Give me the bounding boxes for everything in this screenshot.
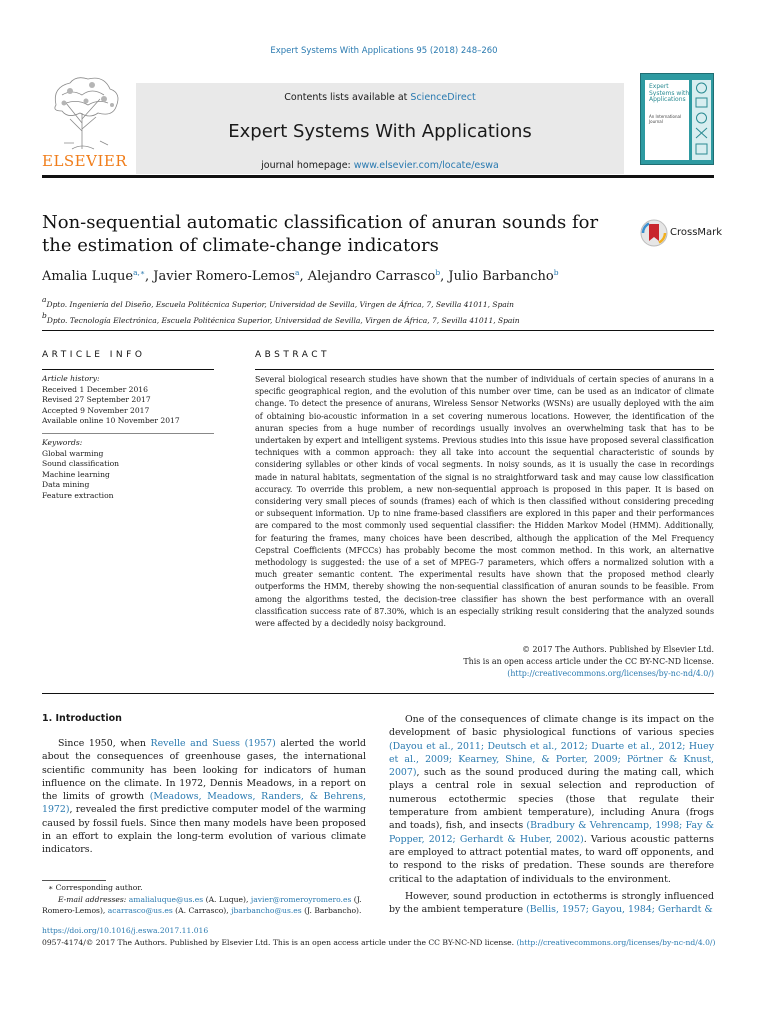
email-owner: (A. Luque), (203, 894, 251, 904)
sciencedirect-link[interactable]: ScienceDirect (410, 92, 476, 103)
citation-link[interactable]: (Bellis, 1957; Gayou, 1984; Gerhardt & (526, 904, 713, 916)
journal-homepage-link[interactable]: www.elsevier.com/locate/eswa (353, 160, 499, 171)
cover-emblems-icon (692, 80, 711, 160)
journal-header (42, 73, 714, 174)
abstract-text: Several biological research studies have shown that the number of individuals of certain species of anurans in a specific geographical region, and the evolution of this number over time, can be used as an indicator of climate change. To detect the presence of anurans, Wireless Sensor Networks (WSNs) are usually deployed with the aim of obtaining bio-acoustic information in a set covering numerous locations. However, the identification of the anuran species from a huge number of recordings usually involves an overwhelming task that has to be undertaken by expert and intelligent systems. Previous studies into this issue have proposed several classification techniques with a common approach: they all take into account the sequential characteristic of sounds by considering syllables or other kinds of vocal segments. In noisy sounds, as it is usually the case in recordings made in natural habitats, segmentation of the signal is no straightforward task and may cause low classification accuracy. To override this problem, a new non-sequential approach is proposed in this paper. It is based on considering very small pieces of sounds (frames) each of which is then classified without considering preceding or subsequent information. Up to nine frame-based classifiers are explored in this paper and their performances are compared to the most commonly used sequential classifier: the Hidden Markov Model (HMM). Additionally, for featuring the frames, many choices have been described, although the application of the Mel Frequency Cepstral Coefficients (MFCCs) has probably become the most common method. In this work, an alternative methodology is suggested: the use of a set of MPEG-7 parameters, which offers a normalized solution with a much greater semantic content. The experimental results have shown that the proposed method clearly outperforms the HMM, thereby showing the non-sequential classification of anuran sounds to be feasible. From among the algorithms tested, the decision-tree classifier has shown the best performance with an overall classification success rate of 87.30%, which is an especially striking result considering that the analyzed sounds were affected by a decidedly noisy background. (255, 375, 714, 629)
affiliation (42, 310, 714, 326)
author-affiliation-marker[interactable]: a,∗ (133, 268, 146, 277)
intro-paragraph (42, 737, 366, 857)
citation-link[interactable]: (Dayou et al., 2011; Deutsch et al., 2012; Duarte et al., 2012; Huey et al., 2009; Kearney, Shine, & Porter, 2009; Pörtner & Knust, 2007) (389, 740, 714, 779)
author-name: Amalia Luque (42, 269, 134, 284)
keywords-label: Keywords: (42, 438, 83, 447)
keyword: Feature extraction (42, 490, 114, 500)
homepage-prefix: journal homepage: (261, 160, 354, 171)
email-owner: (J. Romero-Lemos), (42, 894, 362, 915)
history-label: Article history: (42, 374, 100, 383)
affiliation-text: Dpto. Ingeniería del Diseño, Escuela Politécnica Superior, Universidad de Sevilla, Virgen de África, 7, Sevilla 41011, Spain (46, 300, 515, 309)
email-link[interactable]: jbarbancho@us.es (231, 906, 302, 915)
author-separator: , (440, 269, 449, 284)
author-separator: , (299, 269, 308, 284)
journal-citation-link[interactable]: Expert Systems With Applications 95 (2018) 248–260 (270, 46, 498, 56)
cover-page (645, 80, 689, 160)
elsevier-tree-icon (42, 73, 126, 151)
abstract-heading: ABSTRACT (255, 350, 331, 360)
author-separator: , (145, 269, 154, 284)
corresponding-author-note: ∗ Corresponding author. (48, 883, 143, 892)
body-paragraph (389, 890, 714, 917)
paragraph-text: Since 1950, when (58, 738, 151, 749)
abstract-rule (255, 369, 714, 370)
email-addresses (42, 894, 366, 917)
citation-link[interactable]: (Meadows, Meadows, Randers, & Behrens, 1972) (42, 791, 366, 816)
elsevier-wordmark: ELSEVIER (42, 152, 128, 170)
paragraph-text: , such as the sound produced during the mating call, which plays a central role in sexual selection and reproduction of numerous ectothermic species (those that regulate their temperature from ambient temperature), including Anura (frogs and toads), fish, and insects (389, 767, 714, 832)
author-name: Javier Romero-Lemos (153, 269, 296, 284)
body-paragraph (389, 713, 714, 886)
author-list (42, 268, 714, 284)
abstract-bottom-rule (42, 693, 714, 694)
paragraph-text: However, sound production in ectotherms is strongly influenced by the ambient temperature (389, 891, 714, 916)
crossmark-icon (640, 219, 668, 247)
doi-link[interactable]: https://doi.org/10.1016/j.eswa.2017.11.016 (42, 926, 209, 935)
title-rule (42, 330, 714, 331)
email-link[interactable]: acarrasco@us.es (107, 906, 173, 915)
abstract-copyright (255, 644, 714, 681)
affiliation-marker: b (42, 311, 47, 320)
email-owner: (J. Barbancho). (301, 906, 362, 915)
email-owner: (A. Carrasco), (172, 906, 232, 915)
keyword: Global warming (42, 448, 104, 458)
copyright-line: © 2017 The Authors. Published by Elsevier Ltd. (522, 645, 714, 654)
citation-link[interactable]: (Bradbury & Vehrencamp, 1998; Fay & Popper, 2012; Gerhardt & Huber, 2002) (389, 820, 714, 845)
author-affiliation-marker[interactable]: b (553, 268, 559, 277)
paragraph-text: alerted the world about the consequences of greenhouse gases, the international scientific community has been looking for indicators of human influence on the climate. In 1972, Dennis Meadows, in a report on the limits of growth (42, 738, 366, 803)
journal-title: Expert Systems With Applications (228, 121, 532, 142)
history-item: Revised 27 September 2017 (42, 395, 151, 405)
history-item: Received 1 December 2016 (42, 384, 148, 394)
keyword: Machine learning (42, 469, 110, 479)
citation-link[interactable]: Revelle and Suess (1957) (150, 738, 276, 749)
keywords (42, 438, 214, 502)
license-footer (42, 938, 714, 947)
license-footer-link[interactable]: (http://creativecommons.org/licenses/by-nc-nd/4.0/) (516, 938, 716, 947)
footnote-rule (42, 880, 106, 881)
email-link[interactable]: amalialuque@us.es (128, 894, 204, 904)
affiliation-marker: a (42, 295, 47, 304)
author-name: Alejandro Carrasco (307, 269, 436, 284)
affiliations (42, 294, 714, 326)
affiliation (42, 294, 714, 310)
crossmark-badge[interactable] (640, 219, 723, 247)
contents-line (136, 92, 624, 103)
keyword: Sound classification (42, 459, 120, 469)
paragraph-text: One of the consequences of climate change is its impact on the development of basic physiological functions of various species (389, 714, 714, 739)
author-name: Julio Barbancho (448, 269, 554, 284)
email-label: E-mail addresses: (58, 894, 129, 904)
footnotes (42, 882, 366, 917)
article-info-rule (42, 369, 214, 370)
author-affiliation-marker[interactable]: a (295, 268, 300, 277)
license-line: This is an open access article under the CC BY-NC-ND license. (463, 657, 714, 667)
crossmark-label: CrossMark (670, 227, 723, 238)
elsevier-logo[interactable] (42, 73, 126, 174)
paragraph-text: . Various acoustic patterns are employed to attract potential mates, to ward off opponents, and to respond to the risks of predation. These sounds are therefore critical to the adaptation of individuals to the environment. (389, 833, 714, 885)
journal-banner (136, 83, 624, 174)
keywords-rule (42, 433, 214, 434)
affiliation-text: Dpto. Tecnología Electrónica, Escuela Politécnica Superior, Universidad de Sevilla, Virgen de África, 7, Sevilla 41011, Spain (46, 316, 520, 325)
homepage-line (136, 160, 624, 171)
history-item: Available online 10 November 2017 (42, 416, 180, 426)
email-link[interactable]: javier@romeroyromero.es (250, 894, 352, 904)
keyword: Data mining (42, 480, 90, 490)
article-history (42, 374, 214, 427)
paragraph-text: , revealed the first predictive computer model of the warming caused by fossil fuels. Since then many models have been proposed in an effort to explain the long-term evolution of various climate indicators. (42, 804, 366, 856)
article-info-heading: ARTICLE INFO (42, 350, 146, 360)
journal-cover-thumbnail[interactable] (640, 73, 714, 165)
history-item: Accepted 9 November 2017 (42, 405, 150, 415)
author-affiliation-marker[interactable]: b (435, 268, 441, 277)
license-footer-text: 0957-4174/© 2017 The Authors. Published by Elsevier Ltd. This is an open access article under the CC BY-NC-ND license. (42, 938, 517, 947)
cover-subtitle: An International Journal (649, 114, 682, 124)
article-title: Non-sequential automatic classification of anuran sounds for the estimation of climate-change indicators (42, 212, 599, 256)
section-heading: 1. Introduction (42, 713, 122, 724)
header-rule (42, 175, 714, 178)
cover-icon-strip (692, 80, 711, 160)
license-link[interactable]: (http://creativecommons.org/licenses/by-nc-nd/4.0/) (507, 669, 714, 679)
cover-title: Expert Systems with Applications (649, 83, 690, 103)
contents-prefix: Contents lists available at (284, 92, 411, 103)
